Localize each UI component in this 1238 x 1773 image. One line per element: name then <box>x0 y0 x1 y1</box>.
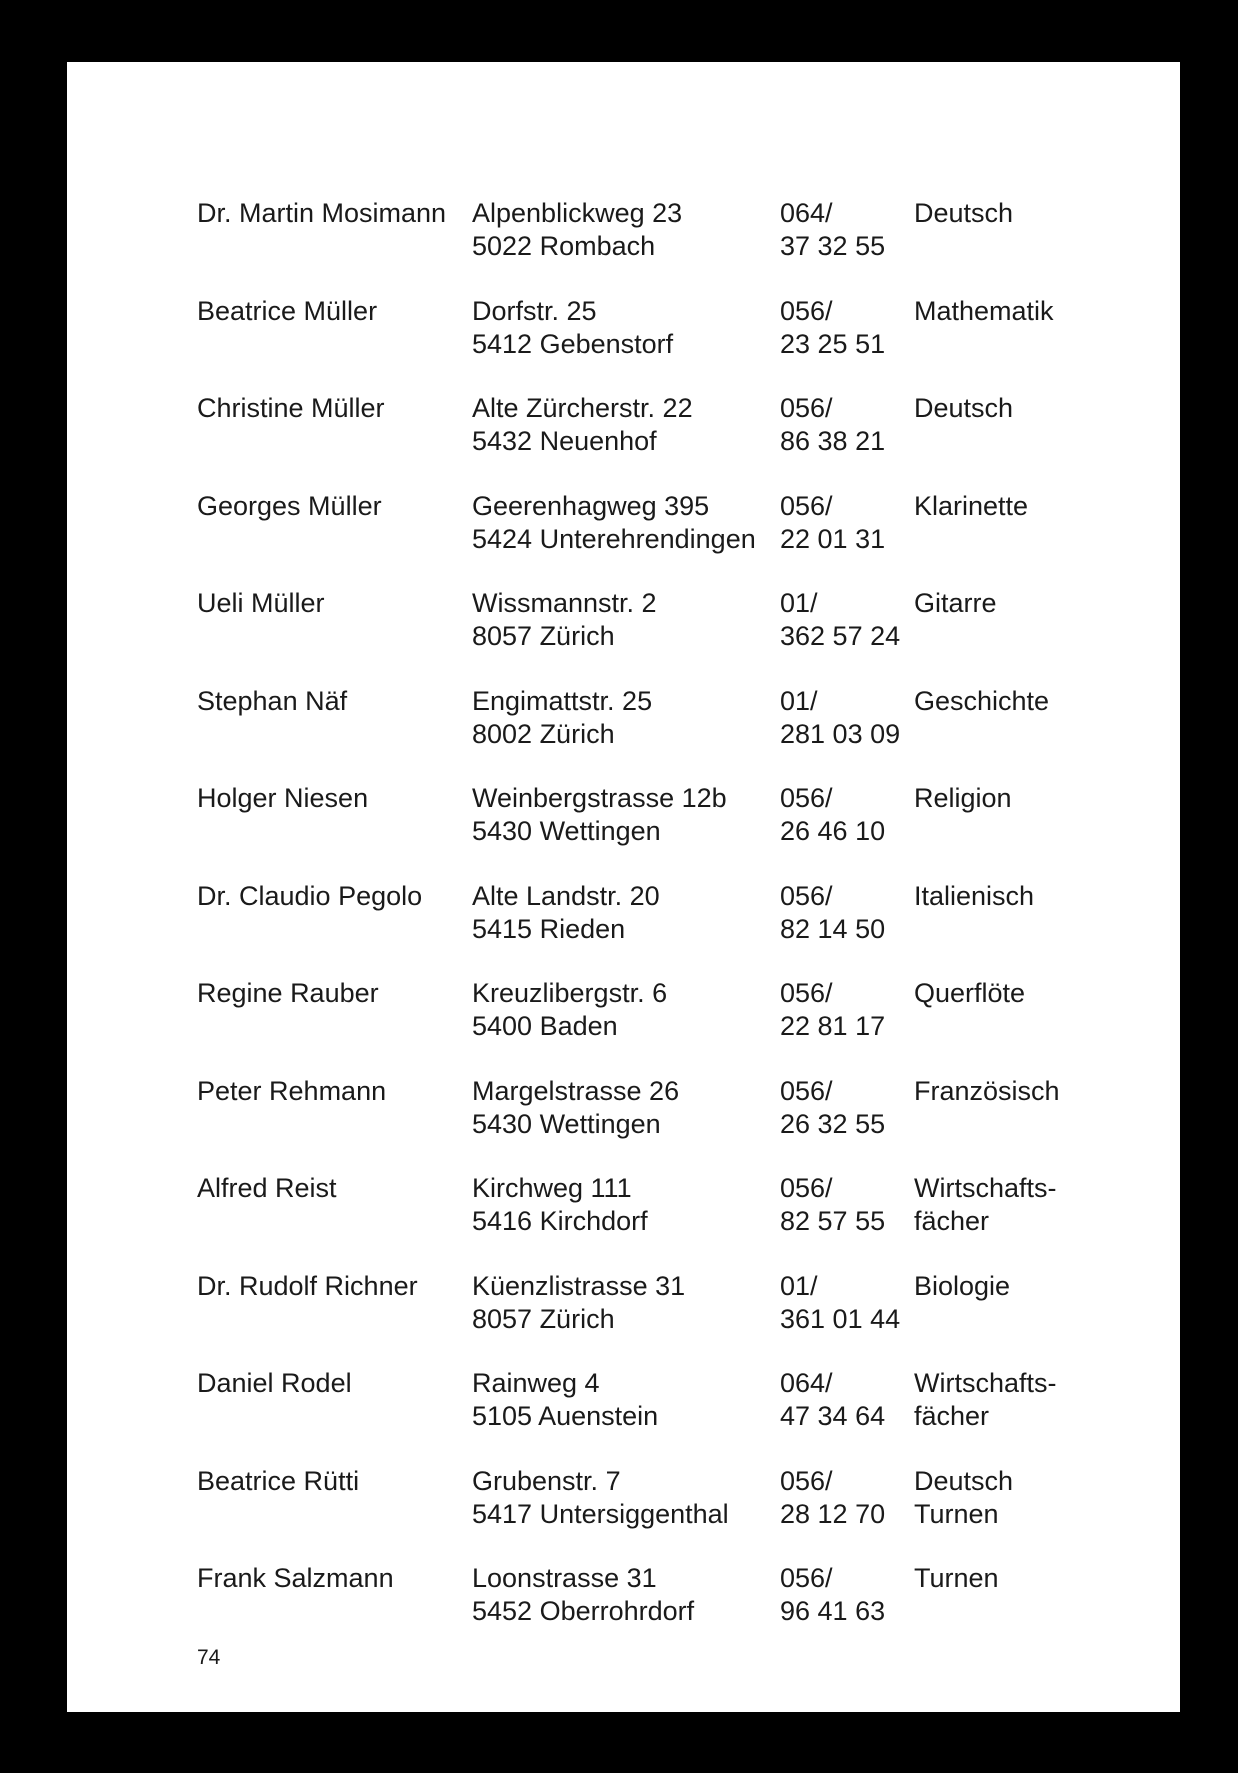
phone-number-area-code: 01/ <box>780 588 818 618</box>
address-city: 5417 Untersiggenthal <box>472 1498 729 1529</box>
phone-number-phone: 281 03 09 <box>780 718 901 749</box>
person-name <box>197 685 347 718</box>
subjects-subject1: Querflöte <box>914 978 1026 1008</box>
phone-number-area-code: 056/ <box>780 880 833 911</box>
subjects <box>914 392 1013 425</box>
address-street: Alte Landstr. 20 <box>472 880 660 911</box>
person-name <box>197 1172 337 1205</box>
phone-number-area-code: 064/ <box>780 198 833 228</box>
subjects-subject1: Deutsch <box>914 198 1014 228</box>
address <box>472 1367 658 1433</box>
phone-number-phone: 22 01 31 <box>780 523 886 554</box>
address-city: 5412 Gebenstorf <box>472 328 674 359</box>
person-name-name: Dr. Claudio Pegolo <box>197 880 423 911</box>
subjects-subject1: Klarinette <box>914 490 1029 521</box>
address <box>472 295 673 361</box>
subjects-subject1: Deutsch <box>914 393 1014 423</box>
phone-number-area-code: 056/ <box>780 295 833 326</box>
subjects-subject1: Wirtschafts- <box>914 1368 1057 1398</box>
subjects-subject1: Französisch <box>914 1075 1060 1106</box>
directory-entry <box>197 392 1117 490</box>
person-name-name: Dr. Rudolf Richner <box>197 1270 418 1301</box>
phone-number <box>780 295 885 361</box>
phone-number-area-code: 056/ <box>780 1075 833 1106</box>
person-name <box>197 1367 352 1400</box>
page-number: 74 <box>197 1646 221 1669</box>
person-name <box>197 782 368 815</box>
document-page <box>67 62 1180 1712</box>
address-city: 5400 Baden <box>472 1011 618 1041</box>
person-name <box>197 1270 418 1303</box>
person-name-name: Alfred Reist <box>197 1173 337 1203</box>
directory-entry <box>197 490 1117 588</box>
subjects <box>914 1465 1013 1531</box>
person-name <box>197 1562 394 1595</box>
address-street: Alpenblickweg 23 <box>472 198 683 228</box>
address-street: Dorfstr. 25 <box>472 295 597 326</box>
phone-number <box>780 1270 900 1336</box>
phone-number <box>780 490 885 556</box>
subjects <box>914 1562 999 1595</box>
phone-number-area-code: 056/ <box>780 393 833 423</box>
address-city: 5415 Rieden <box>472 913 626 944</box>
address-street: Loonstrasse 31 <box>472 1563 657 1593</box>
address-city: 5424 Unterehrendingen <box>472 523 756 554</box>
address-city: 5452 Oberrohrdorf <box>472 1596 695 1626</box>
person-name <box>197 392 385 425</box>
address-street: Engimattstr. 25 <box>472 685 653 716</box>
address <box>472 880 660 946</box>
phone-number <box>780 1367 885 1433</box>
subjects <box>914 1270 1010 1303</box>
address-street: Rainweg 4 <box>472 1368 600 1398</box>
subjects-subject1: Turnen <box>914 1563 999 1593</box>
address-city: 5430 Wettingen <box>472 1108 661 1139</box>
directory-entry <box>197 587 1117 685</box>
subjects-subject2: fächer <box>914 1401 990 1431</box>
subjects <box>914 977 1025 1010</box>
address-street: Wissmannstr. 2 <box>472 588 657 618</box>
person-name-name: Beatrice Müller <box>197 295 378 326</box>
phone-number-area-code: 01/ <box>780 685 818 716</box>
subjects-subject1: Wirtschafts- <box>914 1173 1057 1203</box>
subjects <box>914 1367 1057 1433</box>
subjects-subject1: Geschichte <box>914 685 1050 716</box>
address-street: Kirchweg 111 <box>472 1173 632 1203</box>
address <box>472 1270 685 1336</box>
address-street: Grubenstr. 7 <box>472 1465 621 1496</box>
subjects-subject1: Gitarre <box>914 588 997 618</box>
person-name-name: Dr. Martin Mosimann <box>197 198 447 228</box>
subjects <box>914 490 1028 523</box>
address <box>472 685 652 751</box>
directory-entry <box>197 1562 1117 1660</box>
address-city: 5105 Auenstein <box>472 1401 659 1431</box>
subjects <box>914 685 1049 718</box>
address-city: 5022 Rombach <box>472 231 656 261</box>
phone-number-area-code: 056/ <box>780 978 833 1008</box>
person-name <box>197 295 377 328</box>
teacher-directory <box>197 197 1117 1660</box>
directory-entry <box>197 1367 1117 1465</box>
phone-number-area-code: 056/ <box>780 1563 833 1593</box>
address-street: Margelstrasse 26 <box>472 1075 680 1106</box>
address-city: 5432 Neuenhof <box>472 426 657 456</box>
directory-entry <box>197 782 1117 880</box>
phone-number-phone: 96 41 63 <box>780 1596 886 1626</box>
phone-number-area-code: 056/ <box>780 1173 833 1203</box>
address-street: Geerenhagweg 395 <box>472 490 710 521</box>
address-city: 5416 Kirchdorf <box>472 1206 648 1236</box>
address-street: Küenzlistrasse 31 <box>472 1270 686 1301</box>
person-name <box>197 880 422 913</box>
person-name <box>197 1465 359 1498</box>
address-street: Alte Zürcherstr. 22 <box>472 393 693 423</box>
phone-number-phone: 361 01 44 <box>780 1303 901 1334</box>
address-city: 8057 Zürich <box>472 621 615 651</box>
subjects <box>914 880 1034 913</box>
phone-number-area-code: 056/ <box>780 1465 833 1496</box>
phone-number-phone: 28 12 70 <box>780 1498 886 1529</box>
address-city: 8002 Zürich <box>472 718 615 749</box>
phone-number-area-code: 064/ <box>780 1368 833 1398</box>
phone-number-phone: 47 34 64 <box>780 1401 886 1431</box>
directory-entry <box>197 1075 1117 1173</box>
address <box>472 1465 729 1531</box>
address-street: Kreuzlibergstr. 6 <box>472 978 668 1008</box>
phone-number <box>780 197 885 263</box>
phone-number-phone: 82 57 55 <box>780 1206 886 1236</box>
person-name-name: Holger Niesen <box>197 783 369 813</box>
subjects-subject1: Deutsch <box>914 1465 1014 1496</box>
person-name-name: Peter Rehmann <box>197 1075 387 1106</box>
address <box>472 977 667 1043</box>
address <box>472 1562 694 1628</box>
person-name-name: Frank Salzmann <box>197 1563 394 1593</box>
person-name <box>197 1075 386 1108</box>
subjects-subject1: Biologie <box>914 1270 1011 1301</box>
directory-entry <box>197 880 1117 978</box>
phone-number <box>780 1172 885 1238</box>
phone-number-phone: 22 81 17 <box>780 1011 886 1041</box>
person-name-name: Stephan Näf <box>197 685 348 716</box>
address-street: Weinbergstrasse 12b <box>472 783 727 813</box>
phone-number <box>780 1075 885 1141</box>
subjects <box>914 782 1012 815</box>
address <box>472 782 727 848</box>
person-name <box>197 587 325 620</box>
phone-number-phone: 82 14 50 <box>780 913 886 944</box>
phone-number-phone: 37 32 55 <box>780 231 886 261</box>
person-name <box>197 977 379 1010</box>
address <box>472 392 693 458</box>
phone-number <box>780 587 900 653</box>
subjects-subject1: Italienisch <box>914 880 1035 911</box>
person-name-name: Ueli Müller <box>197 588 325 618</box>
subjects <box>914 1075 1060 1108</box>
subjects-subject1: Mathematik <box>914 295 1054 326</box>
person-name <box>197 197 446 230</box>
address <box>472 587 657 653</box>
phone-number <box>780 392 885 458</box>
directory-entry <box>197 977 1117 1075</box>
address <box>472 1075 679 1141</box>
phone-number-phone: 26 46 10 <box>780 816 886 846</box>
phone-number <box>780 880 885 946</box>
subjects <box>914 197 1013 230</box>
phone-number-phone: 26 32 55 <box>780 1108 886 1139</box>
directory-entry <box>197 1172 1117 1270</box>
subjects-subject2: Turnen <box>914 1498 999 1529</box>
phone-number <box>780 1465 885 1531</box>
subjects-subject2: fächer <box>914 1206 990 1236</box>
person-name-name: Daniel Rodel <box>197 1368 352 1398</box>
person-name <box>197 490 382 523</box>
directory-entry <box>197 295 1117 393</box>
address <box>472 197 682 263</box>
phone-number <box>780 685 900 751</box>
subjects-subject1: Religion <box>914 783 1012 813</box>
phone-number-area-code: 056/ <box>780 783 833 813</box>
directory-entry <box>197 1270 1117 1368</box>
address <box>472 1172 648 1238</box>
phone-number-area-code: 01/ <box>780 1270 818 1301</box>
phone-number-phone: 362 57 24 <box>780 621 901 651</box>
directory-entry <box>197 197 1117 295</box>
person-name-name: Beatrice Rütti <box>197 1465 360 1496</box>
phone-number-phone: 23 25 51 <box>780 328 886 359</box>
directory-entry <box>197 1465 1117 1563</box>
phone-number <box>780 1562 885 1628</box>
address-city: 5430 Wettingen <box>472 816 661 846</box>
directory-entry <box>197 685 1117 783</box>
phone-number <box>780 977 885 1043</box>
person-name-name: Georges Müller <box>197 490 382 521</box>
phone-number-phone: 86 38 21 <box>780 426 886 456</box>
address <box>472 490 756 556</box>
person-name-name: Regine Rauber <box>197 978 379 1008</box>
phone-number-area-code: 056/ <box>780 490 833 521</box>
person-name-name: Christine Müller <box>197 393 385 423</box>
subjects <box>914 1172 1057 1238</box>
address-city: 8057 Zürich <box>472 1303 615 1334</box>
subjects <box>914 587 997 620</box>
phone-number <box>780 782 885 848</box>
subjects <box>914 295 1054 328</box>
